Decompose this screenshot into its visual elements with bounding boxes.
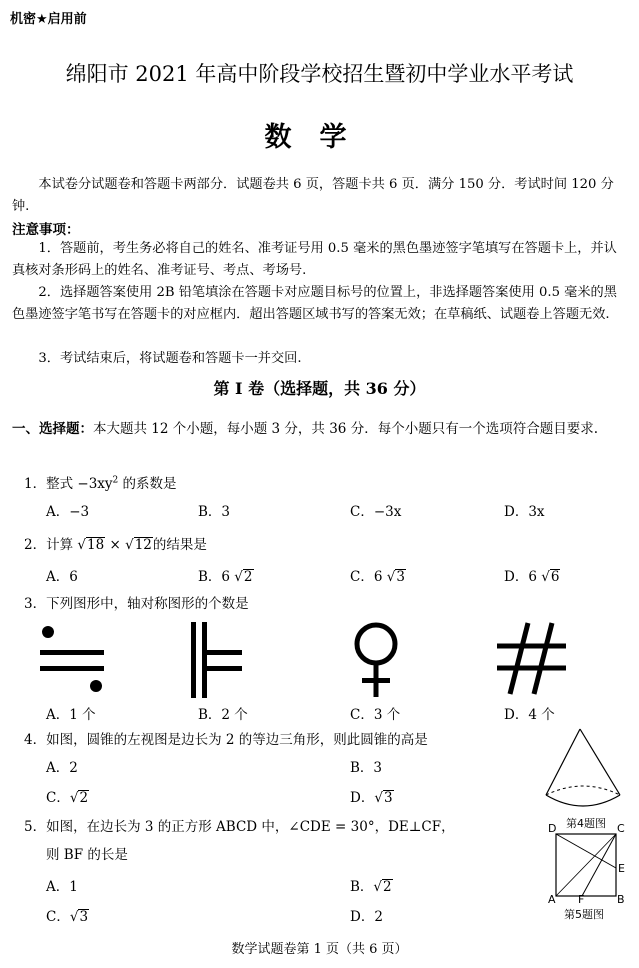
option-d: D．√3: [350, 790, 393, 806]
subject-title: 数学: [264, 122, 375, 153]
section-one-desc: 本大题共 12 个小题，每小题 3 分，共 36 分．每个小题只有一个选项符合题目要求.: [93, 421, 598, 437]
option-d: D．3x: [504, 504, 545, 520]
confidential-label: 机密★启用前: [10, 12, 87, 27]
point-f-label: F: [578, 893, 585, 906]
question-text: 整式 −3xy: [46, 476, 113, 492]
part-one-heading: 第 I 卷（选择题，共 36 分）: [213, 379, 426, 398]
question-5-stem: [24, 815, 455, 835]
option-b: B．6 √2: [198, 569, 253, 585]
vertex-a-label: A: [548, 893, 556, 906]
option-c: C．6 √3: [350, 569, 405, 585]
intro-paragraph: 本试卷分试题卷和答题卡两部分．试题卷共 6 页，答题卡共 6 页．满分 150 分．考试时间 120 分钟.: [12, 177, 614, 214]
division-sign-figure: [34, 620, 110, 700]
note-item-1: 1．答题前，考生务必将自己的姓名、准考证号用 0.5 毫米的黑色墨迹签字笔填写在答题卡上，并认真核对条形码上的姓名、准考证号、考点、考场号.: [12, 241, 617, 278]
option-a: A．−3: [46, 504, 90, 520]
times-sign: ×: [105, 537, 126, 553]
radicand: 12: [134, 537, 152, 553]
notes-heading: 注意事项：: [12, 222, 80, 238]
vertex-b-label: B: [617, 893, 625, 906]
question-text: 如图，在边长为 3 的正方形 ABCD 中，∠CDE = 30°，DE⊥CF，: [46, 819, 455, 835]
question-4-stem: [24, 728, 428, 748]
question-text: 的系数是: [118, 476, 177, 492]
section-one-heading: 一、选择题：: [12, 421, 93, 437]
point-e-label: E: [618, 862, 625, 875]
option-b: B．√2: [350, 879, 392, 895]
option-a: A．1 个: [46, 707, 96, 723]
vertex-c-label: C: [617, 822, 625, 835]
figure-4-caption: 第4题图: [566, 817, 606, 830]
question-number: 4．: [24, 732, 47, 748]
question-3-stem: [24, 592, 249, 612]
hash-symbol-figure: [494, 620, 568, 696]
cone-figure: [540, 725, 628, 817]
figure-5-caption: 第5题图: [564, 908, 604, 921]
option-c: C．−3x: [350, 504, 402, 520]
radicand: 18: [87, 537, 105, 553]
option-a: A．2: [46, 760, 78, 776]
option-c: C．3 个: [350, 707, 401, 723]
option-d: D．2: [350, 909, 383, 925]
superscript: 2: [112, 475, 119, 486]
page-footer: 数学试题卷第 1 页（共 6 页）: [231, 942, 408, 957]
question-text: 的结果是: [152, 537, 207, 553]
question-number: 3．: [24, 596, 47, 612]
double-bracket-figure: [188, 620, 244, 702]
question-number: 2．: [24, 537, 47, 553]
question-number: 1．: [24, 476, 47, 492]
option-b: B．3: [350, 760, 383, 776]
option-d: D．6 √6: [504, 569, 560, 585]
venus-symbol-figure: [346, 620, 406, 698]
option-c: C．√2: [46, 790, 89, 806]
option-a: A．6: [46, 569, 78, 585]
question-text: 如图，圆锥的左视图是边长为 2 的等边三角形，则此圆锥的高是: [46, 732, 428, 748]
question-5-stem-cont: 则 BF 的长是: [46, 847, 128, 863]
option-a: A．1: [46, 879, 78, 895]
question-text: 计算: [46, 537, 78, 553]
question-1-stem: [24, 472, 177, 492]
note-item-2: 2．选择题答案使用 2B 铅笔填涂在答题卡对应题目标号的位置上，非选择题答案使用 0.5 毫米的黑色墨迹签字笔书写在答题卡的对应框内．超出答题区域书写的答案无效；在草稿纸、试题卷上答题无效.: [12, 285, 617, 322]
note-item-3: 3．考试结束后，将试题卷和答题卡一并交回.: [38, 351, 302, 366]
option-d: D．4 个: [504, 707, 555, 723]
section-one-intro: [12, 416, 628, 442]
exam-title: 绵阳市 2021 年高中阶段学校招生暨初中学业水平考试: [65, 62, 574, 86]
option-c: C．√3: [46, 909, 89, 925]
option-b: B．3: [198, 504, 231, 520]
option-b: B．2 个: [198, 707, 248, 723]
question-number: 5．: [24, 819, 47, 835]
question-2-stem: 2．计算 √18 × √12的结果是: [24, 537, 207, 553]
question-text: 下列图形中，轴对称图形的个数是: [46, 596, 249, 612]
square-figure: [552, 832, 620, 902]
vertex-d-label: D: [548, 822, 557, 835]
